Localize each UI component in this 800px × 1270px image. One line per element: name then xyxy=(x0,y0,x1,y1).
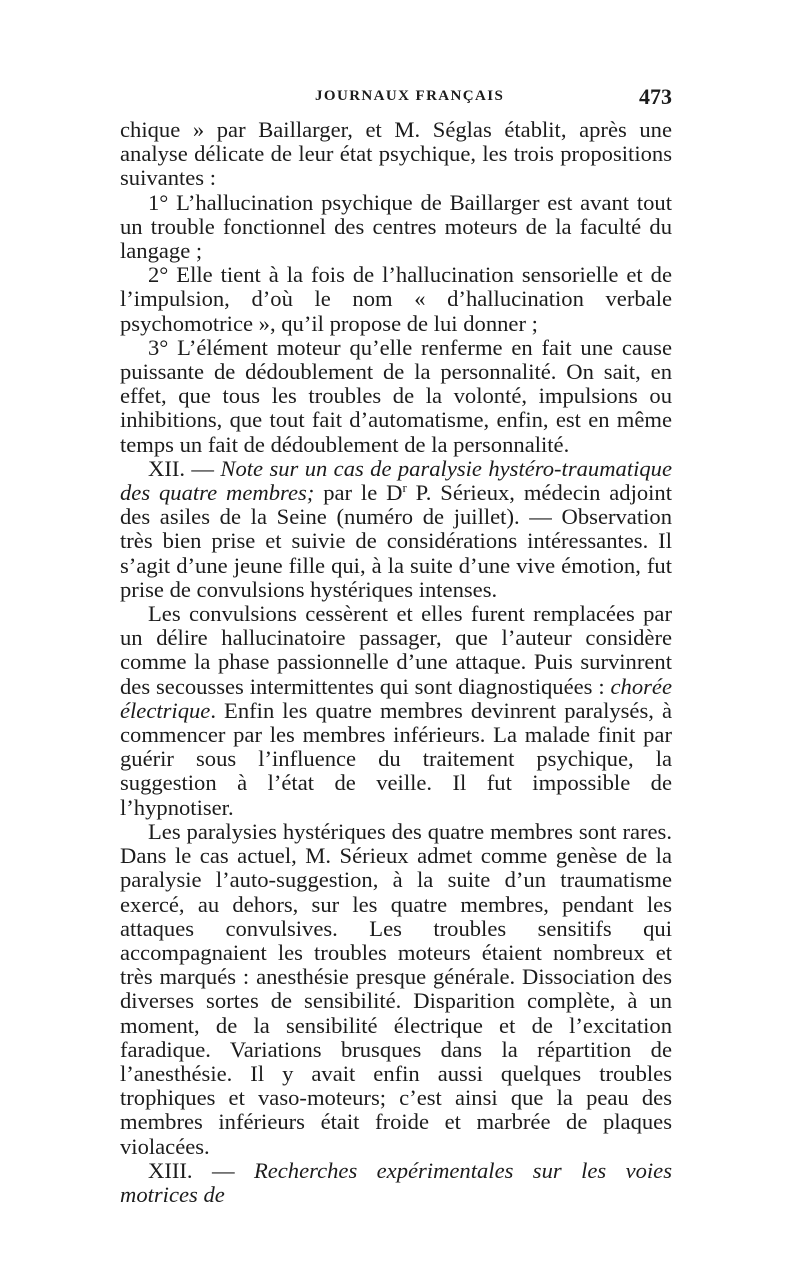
paragraph-8 xyxy=(120,1159,672,1207)
page-number: 473 xyxy=(639,84,672,109)
section-number-xii: XII. — xyxy=(148,455,214,481)
paragraph-3: 2° Elle tient à la fois de l’hallucination sensorielle et de l’impulsion, d’où le nom « d’hallucination verbale psychomotrice », qu’il propose de lui donner ; xyxy=(120,262,672,336)
running-title: JOURNAUX FRANÇAIS xyxy=(315,88,505,104)
paragraph-5 xyxy=(120,457,672,602)
page xyxy=(120,84,672,1207)
paragraph-6-a: Les convulsions cessèrent et elles furent remplacées par un délire hallucinatoire passager, que l’auteur considère comme la phase passionnelle d’une attaque. Puis survinrent des secousses intermittentes qui sont diagnostiquées : xyxy=(120,601,672,699)
body-text xyxy=(120,118,672,1207)
paragraph-1: chique » par Baillarger, et M. Séglas établit, après une analyse délicate de leur état psychique, les trois propositions suivantes : xyxy=(120,117,672,191)
author-prefix: par le D xyxy=(314,480,403,506)
paragraph-2: 1° L’hallucination psychique de Baillarger est avant tout un trouble fonctionnel des centres moteurs de la faculté du langage ; xyxy=(120,189,672,264)
page-header xyxy=(120,84,672,116)
section-number-xiii: XIII. — xyxy=(148,1157,235,1183)
author-sup: r xyxy=(402,480,407,496)
paragraph-5-rest: P. Sérieux, médecin adjoint des asiles de la Seine (numéro de juillet). — Observation très bien prise et suivie de considérations intéressantes. Il s’agit d’une jeune fille qui, à la suite d’une vive émotion, fut prise de convulsions hystériques intenses. xyxy=(120,480,673,602)
paragraph-6 xyxy=(120,602,672,820)
paragraph-7: Les paralysies hystériques des quatre membres sont rares. Dans le cas actuel, M. Sérieux admet comme genèse de la paralysie l’auto-suggestion, à la suite d’un traumatisme exercé, au dehors, sur les quatre membres, pendant les attaques convulsives. Les troubles sensitifs qui accompagnaient les troubles moteurs étaient nombreux et très marqués : anesthésie presque générale. Dissociation des diverses sortes de sensibilité. Disparition complète, à un moment, de la sensibilité électrique et de l’excitation faradique. Variations brusques dans la répartition de l’anesthésie. Il y avait enfin aussi quelques troubles trophiques et vaso-moteurs; c’est ainsi que la peau des membres inférieurs était froide et marbrée de plaques violacées. xyxy=(120,818,672,1159)
chorea-term: chorée électrique xyxy=(120,673,672,723)
article-title-xiii: Recherches expérimentales sur les voies motrices de xyxy=(120,1157,673,1207)
paragraph-4: 3° L’élément moteur qu’elle renferme en fait une cause puissante de dédoublement de la personnalité. On sait, en effet, que tous les troubles de la volonté, impulsions ou inhibitions, que tout fait d’automatisme, enfin, est en même temps un fait de dédoublement de la personnalité. xyxy=(120,334,672,457)
article-title-xii: Note sur un cas de paralysie hystéro-traumatique des quatre membres; xyxy=(120,455,672,506)
paragraph-6-b: . Enfin les quatre membres devinrent paralysés, à commencer par les membres inférieurs. La malade finit par guérir sous l’influence du traitement psychique, la suggestion à l’état de veille. Il fut impossible de l’hypnotiser. xyxy=(120,697,672,820)
